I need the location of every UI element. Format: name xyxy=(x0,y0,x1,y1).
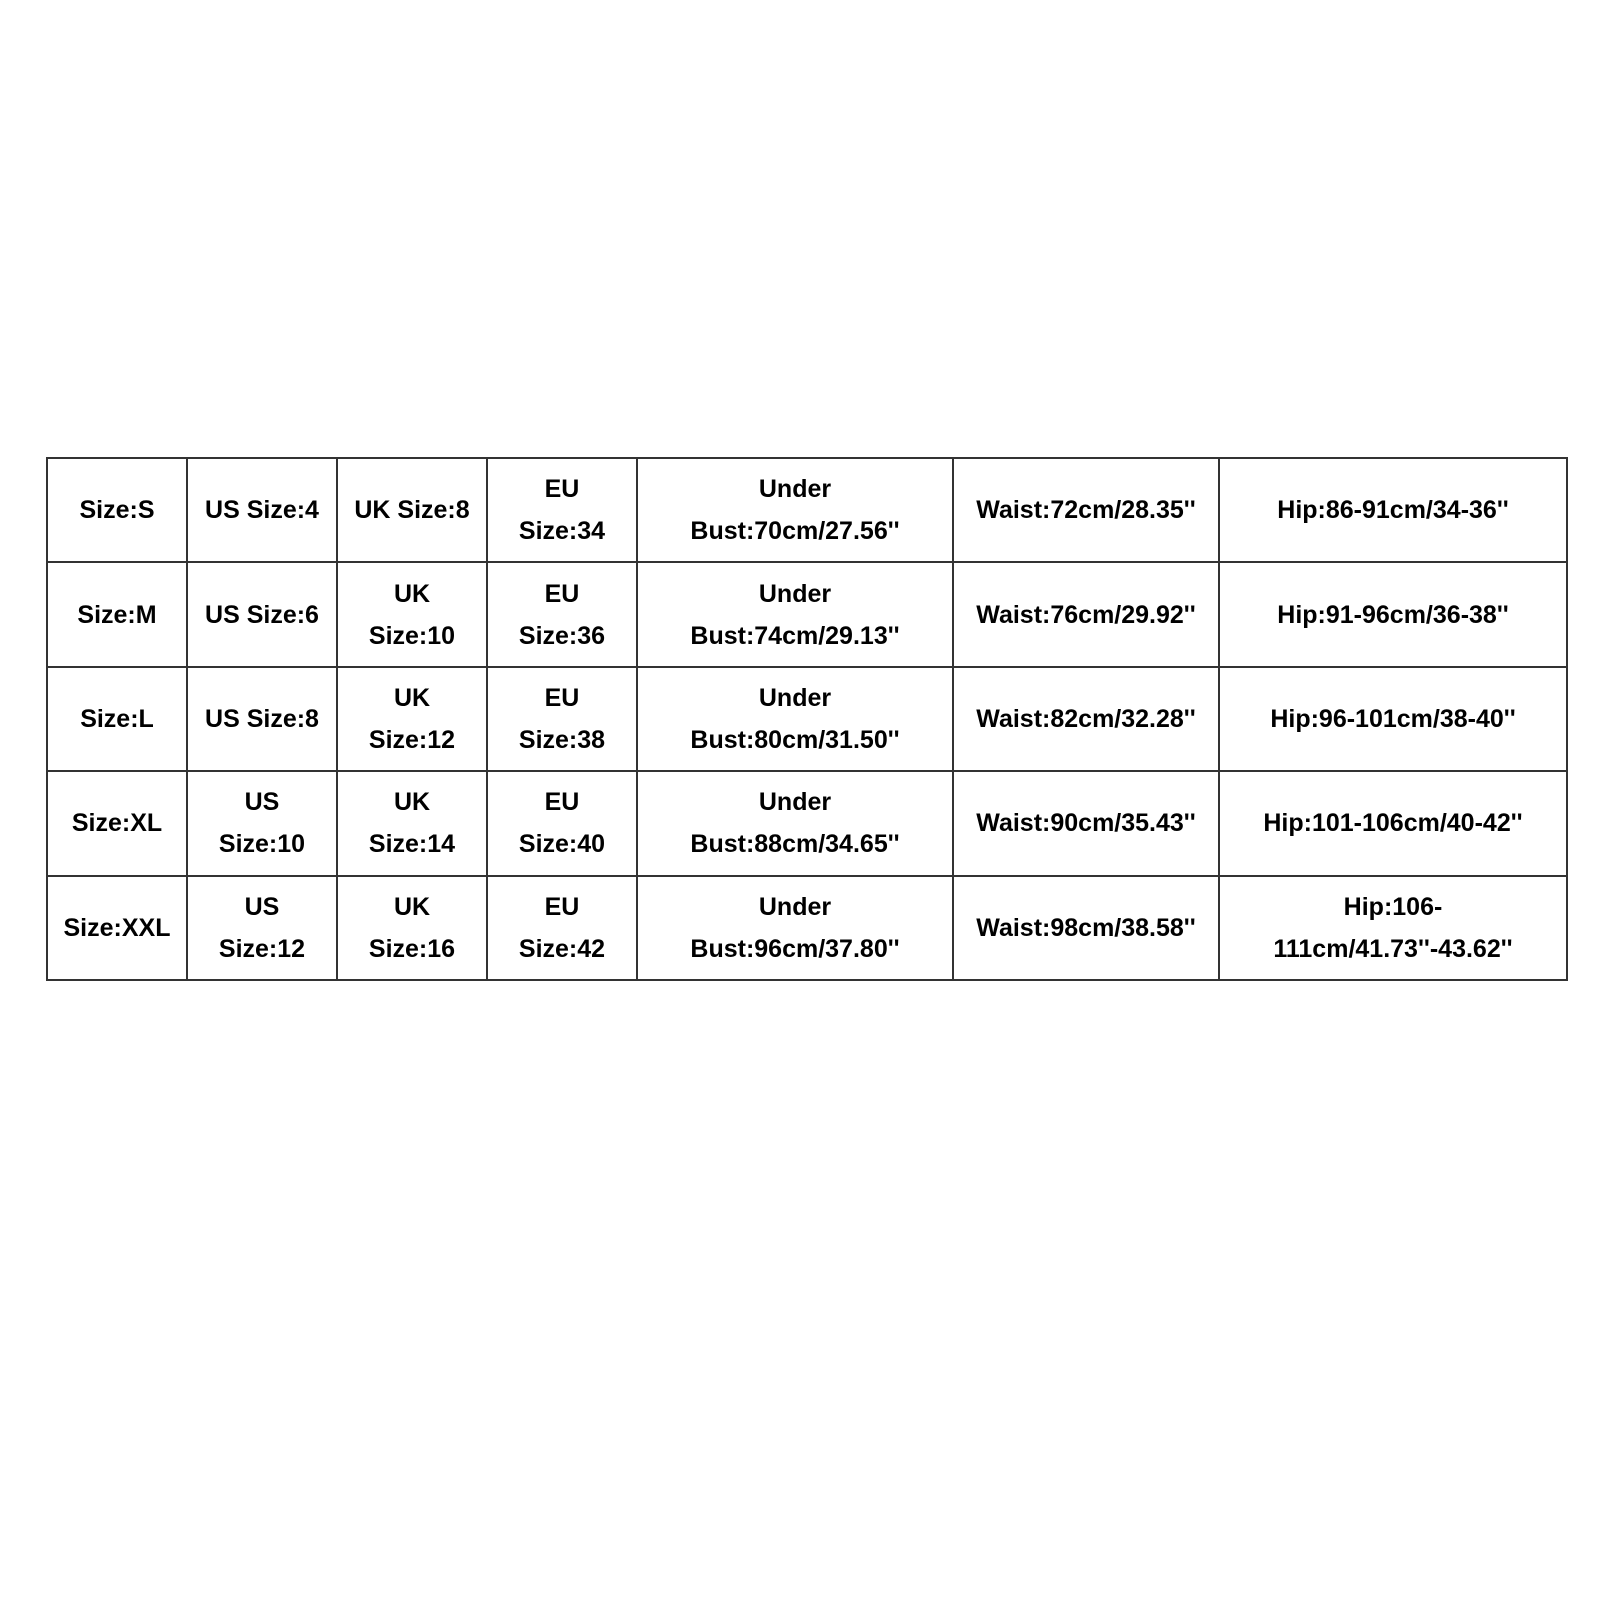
uk-size-cell-text: UK xyxy=(393,788,431,817)
hip-cell-text: Hip:86-91cm/34-36'' xyxy=(1277,496,1509,525)
eu-size-cell-text: EU xyxy=(544,892,580,921)
eu-size-cell-text: Size:38 xyxy=(518,725,606,754)
uk-size-cell-text: UK xyxy=(393,683,431,712)
hip-cell-text: Hip:106- xyxy=(1343,892,1443,921)
size-chart xyxy=(46,457,1566,981)
table-row xyxy=(47,771,1567,875)
uk-size-cell xyxy=(337,458,487,562)
under-bust-cell-text: Under xyxy=(758,788,832,817)
table-row xyxy=(47,458,1567,562)
waist-cell-text: Waist:98cm/38.58'' xyxy=(976,913,1196,942)
uk-size-cell-text: Size:14 xyxy=(368,830,456,859)
size-cell-text: Size:M xyxy=(77,600,157,629)
size-cell xyxy=(47,771,187,875)
table-row xyxy=(47,562,1567,666)
uk-size-cell-text: Size:12 xyxy=(368,725,456,754)
uk-size-cell-text: Size:10 xyxy=(368,621,456,650)
under-bust-cell xyxy=(637,667,953,771)
hip-cell-text: Hip:91-96cm/36-38'' xyxy=(1277,600,1509,629)
under-bust-cell-text: Under xyxy=(758,892,832,921)
waist-cell-text: Waist:72cm/28.35'' xyxy=(976,496,1196,525)
us-size-cell xyxy=(187,876,337,980)
us-size-cell-text: US Size:8 xyxy=(205,704,319,733)
size-cell-text: Size:XL xyxy=(71,809,163,838)
uk-size-cell xyxy=(337,771,487,875)
waist-cell xyxy=(953,562,1219,666)
hip-cell xyxy=(1219,562,1567,666)
hip-cell-text: 111cm/41.73''-43.62'' xyxy=(1273,934,1513,963)
uk-size-cell-text: UK xyxy=(393,579,431,608)
us-size-cell xyxy=(187,771,337,875)
eu-size-cell xyxy=(487,458,637,562)
size-cell xyxy=(47,458,187,562)
under-bust-cell-text: Under xyxy=(758,579,832,608)
eu-size-cell-text: Size:34 xyxy=(518,517,606,546)
eu-size-cell-text: EU xyxy=(544,788,580,817)
us-size-cell xyxy=(187,458,337,562)
hip-cell xyxy=(1219,876,1567,980)
under-bust-cell-text: Bust:70cm/27.56'' xyxy=(690,517,900,546)
us-size-cell-text: Size:12 xyxy=(218,934,306,963)
hip-cell-text: Hip:101-106cm/40-42'' xyxy=(1263,809,1523,838)
eu-size-cell xyxy=(487,876,637,980)
eu-size-cell-text: EU xyxy=(544,683,580,712)
under-bust-cell xyxy=(637,562,953,666)
uk-size-cell xyxy=(337,667,487,771)
uk-size-cell-text: UK xyxy=(393,892,431,921)
us-size-cell xyxy=(187,562,337,666)
waist-cell xyxy=(953,876,1219,980)
size-cell xyxy=(47,876,187,980)
eu-size-cell-text: Size:42 xyxy=(518,934,606,963)
us-size-cell-text: US Size:6 xyxy=(205,600,319,629)
eu-size-cell xyxy=(487,562,637,666)
uk-size-cell-text: Size:16 xyxy=(368,934,456,963)
table-row xyxy=(47,876,1567,980)
waist-cell-text: Waist:90cm/35.43'' xyxy=(976,809,1196,838)
waist-cell-text: Waist:76cm/29.92'' xyxy=(976,600,1196,629)
eu-size-cell xyxy=(487,771,637,875)
size-cell-text: Size:XXL xyxy=(63,913,171,942)
eu-size-cell-text: EU xyxy=(544,579,580,608)
under-bust-cell-text: Bust:96cm/37.80'' xyxy=(690,934,900,963)
waist-cell xyxy=(953,458,1219,562)
waist-cell-text: Waist:82cm/32.28'' xyxy=(976,704,1196,733)
size-chart-table xyxy=(46,457,1568,981)
under-bust-cell-text: Under xyxy=(758,683,832,712)
us-size-cell-text: Size:10 xyxy=(218,830,306,859)
under-bust-cell-text: Bust:88cm/34.65'' xyxy=(690,830,900,859)
eu-size-cell xyxy=(487,667,637,771)
us-size-cell xyxy=(187,667,337,771)
under-bust-cell-text: Under xyxy=(758,475,832,504)
size-cell xyxy=(47,667,187,771)
hip-cell xyxy=(1219,771,1567,875)
under-bust-cell xyxy=(637,771,953,875)
eu-size-cell-text: Size:40 xyxy=(518,830,606,859)
table-row xyxy=(47,667,1567,771)
size-chart-body xyxy=(47,458,1567,980)
hip-cell xyxy=(1219,458,1567,562)
uk-size-cell xyxy=(337,876,487,980)
under-bust-cell xyxy=(637,458,953,562)
us-size-cell-text: US Size:4 xyxy=(205,496,319,525)
under-bust-cell-text: Bust:80cm/31.50'' xyxy=(690,725,900,754)
us-size-cell-text: US xyxy=(244,892,280,921)
under-bust-cell xyxy=(637,876,953,980)
eu-size-cell-text: Size:36 xyxy=(518,621,606,650)
size-cell-text: Size:L xyxy=(80,704,154,733)
size-cell-text: Size:S xyxy=(79,496,155,525)
hip-cell-text: Hip:96-101cm/38-40'' xyxy=(1270,704,1516,733)
hip-cell xyxy=(1219,667,1567,771)
uk-size-cell-text: UK Size:8 xyxy=(354,496,470,525)
size-cell xyxy=(47,562,187,666)
waist-cell xyxy=(953,771,1219,875)
waist-cell xyxy=(953,667,1219,771)
us-size-cell-text: US xyxy=(244,788,280,817)
under-bust-cell-text: Bust:74cm/29.13'' xyxy=(690,621,900,650)
eu-size-cell-text: EU xyxy=(544,475,580,504)
uk-size-cell xyxy=(337,562,487,666)
